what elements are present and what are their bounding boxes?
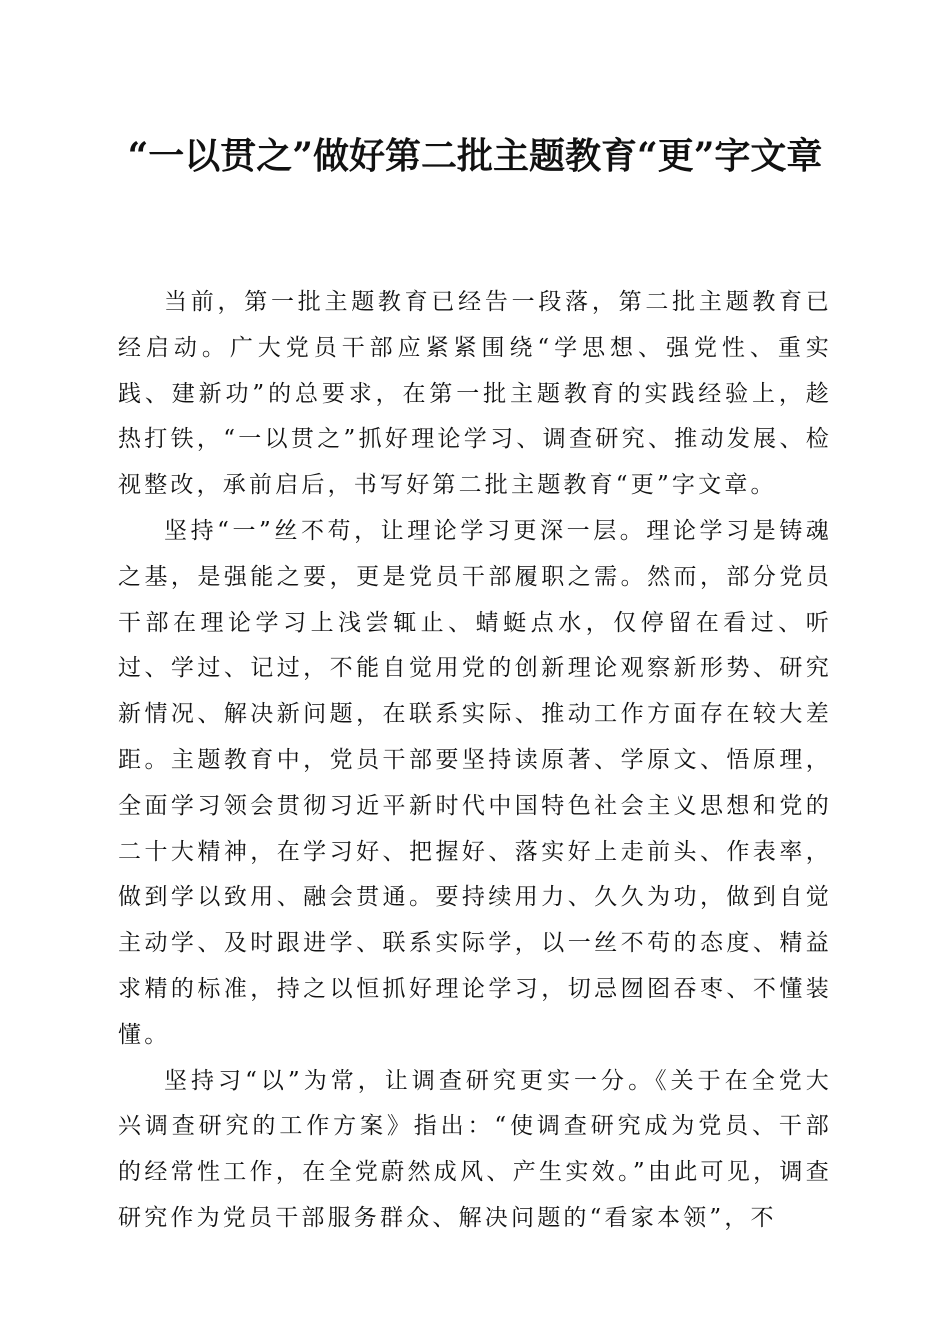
document-body xyxy=(118,280,832,1242)
document-title: “一以贯之”做好第二批主题教育“更”字文章 xyxy=(127,135,823,177)
paragraph-intro: 当前，第一批主题教育已经告一段落，第二批主题教育已经启动。广大党员干部应紧紧围绕“学思想、强党性、重实践、建新功”的总要求，在第一批主题教育的实践经验上，趁热打铁，“一以贯之”抓好理论学习、调查研究、推动发展、检视整改，承前启后，书写好第二批主题教育“更”字文章。 xyxy=(118,289,832,499)
paragraph-research: 坚持习“以”为常，让调查研究更实一分。《关于在全党大兴调查研究的工作方案》指出：“使调查研究成为党员、干部的经常性工作，在全党蔚然成风、产生实效。”由此可见，调查研究作为党员干部服务群众、解决问题的“看家本领”，不 xyxy=(118,1067,832,1231)
paragraph-theory-study: 坚持“一”丝不苟，让理论学习更深一层。理论学习是铸魂之基，是强能之要，更是党员干部履职之需。然而，部分党员干部在理论学习上浅尝辄止、蜻蜓点水，仅停留在看过、听过、学过、记过，不能自觉用党的创新理论观察新形势、研究新情况、解决新问题，在联系实际、推动工作方面存在较大差距。主题教育中，党员干部要坚持读原著、学原文、悟原理，全面学习领会贯彻习近平新时代中国特色社会主义思想和党的二十大精神，在学习好、把握好、落实好上走前头、作表率，做到学以致用、融会贯通。要持续用力、久久为功，做到自觉主动学、及时跟进学、联系实际学，以一丝不苟的态度、精益求精的标准，持之以恒抓好理论学习，切忌囫囵吞枣、不懂装懂。 xyxy=(118,517,832,1048)
